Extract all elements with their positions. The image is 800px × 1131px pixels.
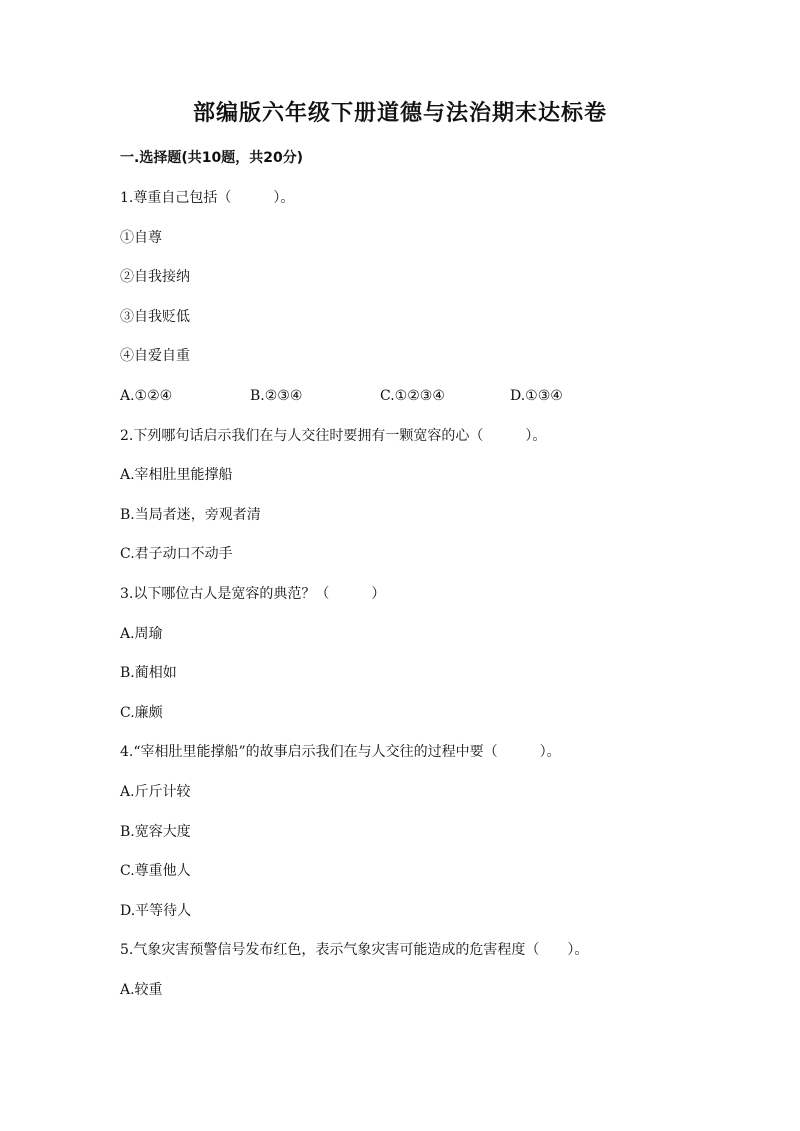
question-1-choice-a[interactable]: A.①②④ — [120, 387, 173, 404]
question-2-stem: 2.下列哪句话启示我们在与人交往时要拥有一颗宽容的心（ ）。 — [120, 427, 547, 444]
question-3-choice-c[interactable]: C.廉颇 — [120, 704, 163, 721]
question-2-choice-a[interactable]: A.宰相肚里能撑船 — [120, 467, 233, 484]
question-2-choice-b[interactable]: B.当局者迷，旁观者清 — [120, 506, 261, 523]
page-title: 部编版六年级下册道德与法治期末达标卷 — [192, 100, 607, 126]
question-5-choice-a[interactable]: A.较重 — [120, 981, 163, 998]
question-4-choice-b[interactable]: B.宽容大度 — [120, 823, 191, 840]
question-1-stem: 1.尊重自己包括（ ）。 — [120, 190, 295, 206]
question-1-choice-c[interactable]: C.①②③④ — [380, 387, 445, 404]
exam-content — [120, 146, 720, 1017]
question-1-item-4: ④自爱自重 — [120, 348, 190, 365]
question-3-choice-a[interactable]: A.周瑜 — [120, 625, 163, 642]
question-5-stem: 5.气象灾害预警信号发布红色，表示气象灾害可能造成的危害程度（ ）。 — [120, 942, 589, 959]
question-1-choice-b[interactable]: B.②③④ — [250, 387, 303, 404]
question-2-choice-c[interactable]: C.君子动口不动手 — [120, 546, 233, 563]
section-heading: 一.选择题(共10题，共20分) — [120, 150, 304, 166]
question-4-choice-a[interactable]: A.斤斤计较 — [120, 783, 191, 800]
question-1-item-2: ②自我接纳 — [120, 269, 190, 286]
question-3-stem: 3.以下哪位古人是宽容的典范？（ ） — [120, 585, 386, 602]
question-4-stem: 4.“宰相肚里能撑船”的故事启示我们在与人交往的过程中要（ ）。 — [120, 744, 561, 761]
question-4-choice-c[interactable]: C.尊重他人 — [120, 863, 191, 880]
question-3-choice-b[interactable]: B.蔺相如 — [120, 665, 177, 682]
question-4-choice-d[interactable]: D.平等待人 — [120, 902, 192, 919]
question-1-item-3: ③自我贬低 — [120, 308, 190, 325]
question-1-choice-d[interactable]: D.①③④ — [510, 387, 563, 404]
question-1-item-1: ①自尊 — [120, 229, 162, 246]
question-1-choices — [120, 384, 720, 424]
